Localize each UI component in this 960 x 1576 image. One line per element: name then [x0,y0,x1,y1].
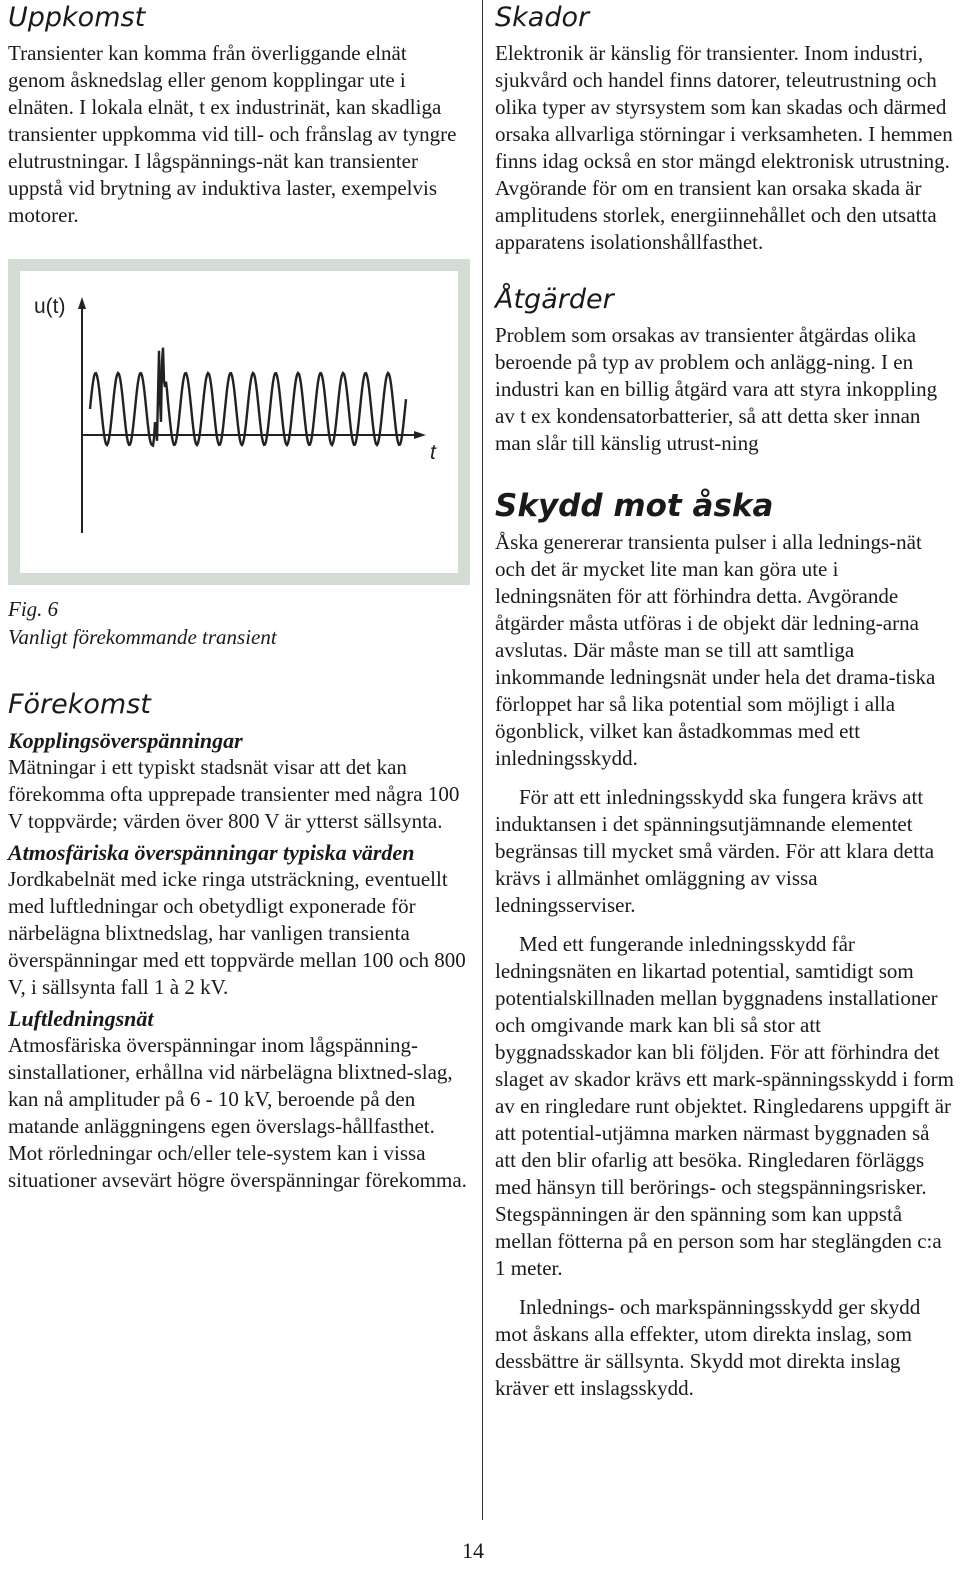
uppkomst-paragraph: Transienter kan komma från överliggande elnät genom åsknedslag eller genom kopplingar ute i elnäten. I lokala elnät, t ex industrinät, kan skadliga transienter uppkomma vid till- och frånslag av tyngre elutrustningar. I lågspännings-nät kan transienter uppstå vid brytning av induktiva laster, exempelvis motorer. [8,41,457,227]
forekomst-paragraph-1: Mätningar i ett typiskt stadsnät visar att det kan förekomma ofta upprepade transienter med några 100 V toppvärde; värden över 800 V är ytterst sällsynta. [8,755,460,833]
skydd-paragraph-4: Inlednings- och markspänningsskydd ger skydd mot åskans alla effekter, utom direkta inslag, som dessbättre är sällsynta. Skydd mot direkta inslag kräver ett inslagsskydd. [495,1295,921,1400]
figure-number: Fig. 6 [8,597,59,621]
atgarder-paragraph: Problem som orsakas av transienter åtgärdas olika beroende på typ av problem och anlägg-ning. I en industri kan en billig åtgärd vara att styra inkoppling av t ex kondensatorbatterier, så att detta sker innan man slår till känslig utrust-ning [495,323,938,455]
heading-forekomst: Förekomst [8,689,151,720]
skydd-paragraph-2: För att ett inledningsskydd ska fungera krävs att induktansen i det spänningsutjämnande elementet begränsas till mycket små värden. För att klara detta krävs i allmänhet omläggning av vissa ledningsserviser. [495,785,935,917]
column-divider [482,0,483,1520]
figure-caption [8,595,468,651]
transient-waveform-plot [20,271,458,573]
x-axis-label: t [430,441,436,464]
right-column [495,0,955,1402]
heading-uppkomst: Uppkomst [8,2,146,33]
page-number: 14 [462,1538,484,1563]
skador-paragraph: Elektronik är känslig för transienter. Inom industri, sjukvård och handel finns datorer, teleutrustning och olika typer av styrsystem som kan skadas och därmed orsaka allvarliga störningar i verksamheten. I hemmen finns idag också en stor mängd elektronisk utrustning. Avgörande för om en transient kan orsaka skada är amplitudens storlek, energiinnehållet och den utsatta apparatens isolationshållfasthet. [495,41,953,254]
skydd-paragraph-3: Med ett fungerande inledningsskydd får ledningsnäten en likartad potential, samtidigt som potentialskillnaden mellan byggnadens installationer och omgivande mark kan bli så stor att byggnadsskador kan bli följden. För att förhindra det slaget av skador krävs ett mark-spänningsskydd i form av en ringledare runt objektet. Ringledarens uppgift är att potential-utjämna marken närmast byggnaden så att den blir ofarlig att besöka. Ringledaren förläggs med hänsyn till berörings- och stegspänningsrisker. Stegspänningen är den spänning som kan uppstå mellan fötterna på en person som har steglängden c:a 1 meter. [495,932,954,1280]
figure-caption-text: Vanligt förekommande transient [8,625,277,649]
transient-figure [8,259,470,585]
subheading-kopplingsoverspanningar: Kopplingsöverspänningar [8,728,243,753]
skydd-paragraph-1: Åska genererar transienta pulser i alla lednings-nät och det är mycket lite man kan göra ute i ledningsnäten för att förhindra detta. Avgörande åtgärder måsta utföras i de objekt där ledning-arna avslutas. Där måste man se till att samtliga inkommande ledningsnät under hela det drama-tiska förloppet har så lika potential som möjligt i alla ögonblick, vilket kan åstadkommas med ett inledningsskydd. [495,530,936,770]
left-column [8,0,468,1194]
y-axis-label: u(t) [34,295,66,318]
forekomst-paragraph-3: Atmosfäriska överspänningar inom lågspänning-sinstallationer, erhållna vid närbelägna blixtned-slag, kan nå amplituder på 6 - 10 kV, beroende på den matande anläggningens egen överslags-hållfasthet. Mot rörledningar och/eller tele-system kan i vissa situationer avsevärt högre överspänningar förekomma. [8,1033,467,1192]
heading-atgarder: Åtgärder [495,284,614,315]
forekomst-paragraph-2: Jordkabelnät med icke ringa utsträckning, eventuellt med luftledningar och obetydligt exponerade för närbelägna blixtnedslag, har vanligen transienta överspänningar med ett toppvärde mellan 100 och 800 V, i sällsynta fall 1 à 2 kV. [8,867,466,999]
heading-skador: Skador [495,2,590,33]
subheading-atmosfariska: Atmosfäriska överspänningar typiska värden [8,840,415,865]
subheading-luftledningsnat: Luftledningsnät [8,1006,154,1031]
heading-skydd-mot-aska: Skydd mot åska [495,488,774,524]
